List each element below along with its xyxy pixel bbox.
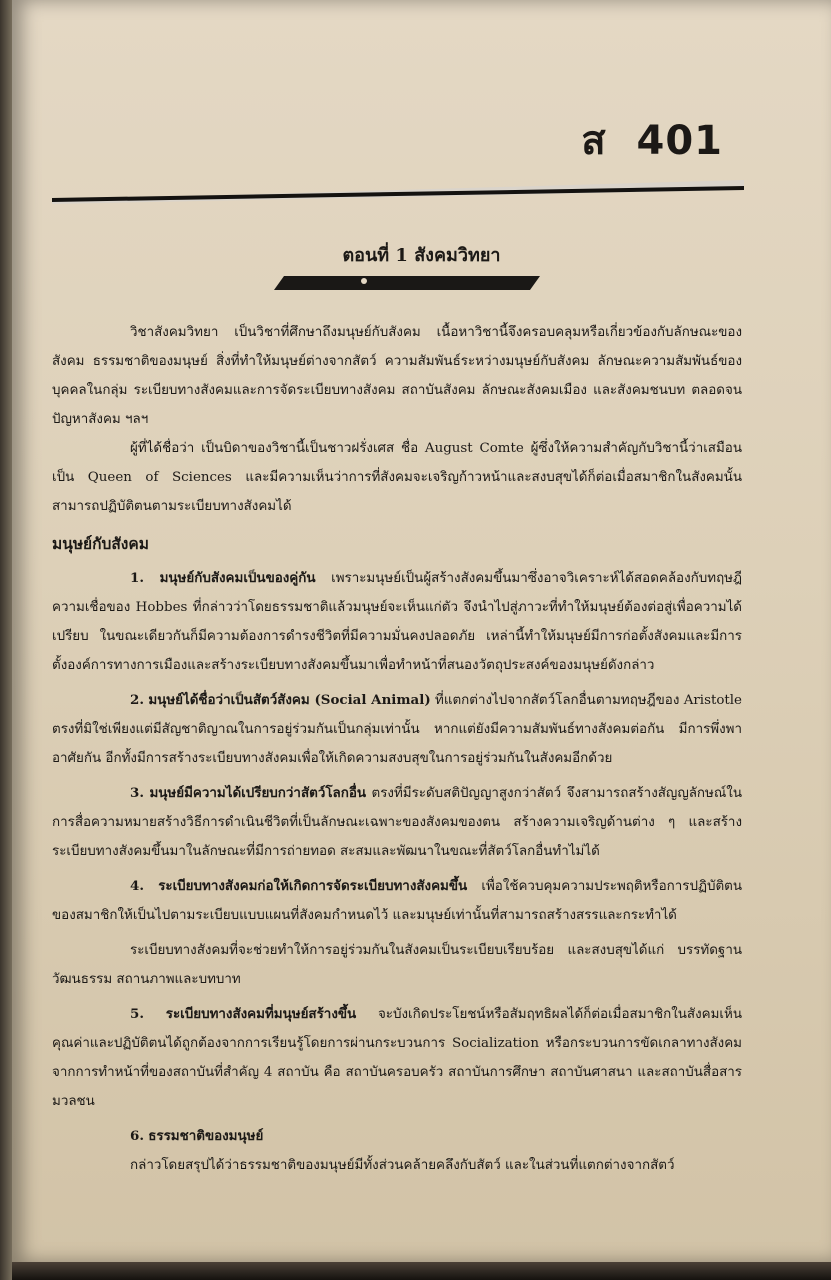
item-number: 1. xyxy=(130,570,144,586)
section-heading: มนุษย์กับสังคม xyxy=(52,534,149,553)
item-text: ที่แตกต่างไปจากสัตว์โลกอื่นตามทฤษฎีของ Aristotle ตรงที่มิใช่เพียงแต่มีสัญชาติญาณในการอยู่ร่วมกันเป็นกลุ่มเท่านั้น หากแต่ยังมีความสัมพันธ์ทางสังคมต่อกัน มีการพึ่งพาอาศัยกัน อีกทั้งมีการสร้างระเบียบทางสังคมเพื่อให้เกิดความสงบสุขในการอยู่ร่วมกันในสังคมอีกด้วย xyxy=(52,693,742,766)
item-text: ตรงที่มีระดับสติปัญญาสูงกว่าสัตว์ จึงสามารถสร้างสัญญลักษณ์ในการสื่อความหมายสร้างวิธีการดำเนินชีวิตที่เป็นลักษณะเฉพาะของสังคมของตน สร้างความเจริญด้านต่าง ๆ และสร้างระเบียบทางสังคมขึ้นมาในลักษณะที่มีการถ่ายทอด สะสมและพัฒนาในขณะที่สัตว์โลกอื่นทำไม่ได้ xyxy=(52,786,742,859)
intro-paragraph-2: ผู้ที่ได้ชื่อว่า เป็นบิดาของวิชานี้เป็นชาวฝรั่งเศส ชื่อ August Comte ผู้ซึ่งให้ความสำคัญกับวิชานี้ว่าเสมือนเป็น Queen of Sciences และมีความเห็นว่าการที่สังคมจะเจริญก้าวหน้าและสงบสุขได้ก็ต่อเมื่อสมาชิกในสังคมนั้นสามารถปฏิบัติตนตามระเบียบทางสังคมได้ xyxy=(52,441,742,514)
body-text xyxy=(52,318,742,1180)
item-number: 2. xyxy=(130,692,144,708)
item-heading: ระเบียบทางสังคมที่มนุษย์สร้างขึ้น xyxy=(165,1006,357,1022)
item-number: 6. xyxy=(130,1128,144,1144)
item-extra-paragraph: กล่าวโดยสรุปได้ว่าธรรมชาติของมนุษย์มีทั้งส่วนคล้ายคลึงกับสัตว์ และในส่วนที่แตกต่างจากสัตว์ xyxy=(130,1158,675,1173)
list-item xyxy=(52,1122,742,1151)
item-extra-paragraph: ระเบียบทางสังคมที่จะช่วยทำให้การอยู่ร่วมกันในสังคมเป็นระเบียบเรียบร้อย และสงบสุขได้แก่ บรรทัดฐาน วัฒนธรรม สถานภาพและบทบาท xyxy=(52,943,742,987)
page-bottom-edge xyxy=(12,1262,831,1280)
item-text: เพื่อใช้ควบคุมความประพฤติหรือการปฏิบัติตนของสมาชิกให้เป็นไปตามระเบียบแบบแผนที่สังคมกำหนดไว้ และมนุษย์เท่านั้นที่สามารถสร้างสรรและกระทำได้ xyxy=(52,879,742,923)
title-underline-bar xyxy=(274,276,540,290)
header-rule xyxy=(52,178,744,204)
item-number: 3. xyxy=(130,785,144,801)
list-item xyxy=(52,872,742,930)
item-text: จะบังเกิดประโยชน์หรือสัมฤทธิผลได้ก็ต่อเมื่อสมาชิกในสังคมเห็นคุณค่าและปฏิบัติตนได้ถูกต้องจากการเรียนรู้โดยการผ่านกระบวนการ Socialization หรือกระบวนการขัดเกลาทางสังคมจากการทำหน้าที่ของสถาบันที่สำคัญ 4 สถาบัน คือ สถาบันครอบครัว สถาบันการศึกษา สถาบันศาสนา และสถาบันสื่อสารมวลชน xyxy=(52,1007,742,1109)
course-code: ส 401 xyxy=(581,118,723,164)
item-heading: มนุษย์ได้ชื่อว่าเป็นสัตว์สังคม (Social Animal) xyxy=(148,692,431,708)
list-item xyxy=(52,686,742,773)
item-heading: ธรรมชาติของมนุษย์ xyxy=(148,1128,264,1144)
item-heading: มนุษย์มีความได้เปรียบกว่าสัตว์โลกอื่น xyxy=(149,785,367,801)
unit-title: ตอนที่ 1 สังคมวิทยา xyxy=(342,245,501,266)
item-number: 5. xyxy=(130,1006,144,1022)
book-page xyxy=(12,0,831,1262)
list-item xyxy=(52,1000,742,1116)
item-heading: ระเบียบทางสังคมก่อให้เกิดการจัดระเบียบทางสังคมขึ้น xyxy=(158,878,468,894)
list-item xyxy=(52,779,742,866)
item-number: 4. xyxy=(130,878,144,894)
list-item xyxy=(52,564,742,680)
item-text: เพราะมนุษย์เป็นผู้สร้างสังคมขึ้นมาซึ่งอาจวิเคราะห์ได้สอดคล้องกับทฤษฎีความเชื่อของ Hobbes ที่กล่าวว่าโดยธรรมชาติแล้วมนุษย์จะเห็นแก่ตัว จึงนำไปสู่ภาวะที่ทำให้มนุษย์ต้องต่อสู่เพื่อความได้เปรียบ ในขณะเดียวกันก็มีความต้องการดำรงชีวิตที่มีความมั่นคงปลอดภัย เหล่านี้ทำให้มนุษย์มีการก่อตั้งสังคมและมีการตั้งองค์การทางการเมืองและสร้างระเบียบทางสังคมขึ้นมาเพื่อทำหน้าที่สนองวัตถุประสงค์ของมนุษย์ดังกล่าว xyxy=(52,571,742,673)
item-heading: มนุษย์กับสังคมเป็นของคู่กัน xyxy=(159,570,316,586)
intro-paragraph-1: วิชาสังคมวิทยา เป็นวิชาที่ศึกษาถึงมนุษย์กับสังคม เนื้อหาวิชานี้จึงครอบคลุมหรือเกี่ยวข้องกับลักษณะของสังคม ธรรมชาติของมนุษย์ สิ่งที่ทำให้มนุษย์ต่างจากสัตว์ ความสัมพันธ์ระหว่างมนุษย์กับสังคม ลักษณะความสัมพันธ์ของบุคคลในกลุ่ม ระเบียบทางสังคมและการจัดระเบียบทางสังคม สถาบันสังคม ลักษณะสังคมเมือง และสังคมชนบท ตลอดจนปัญหาสังคม ฯลฯ xyxy=(52,325,742,427)
